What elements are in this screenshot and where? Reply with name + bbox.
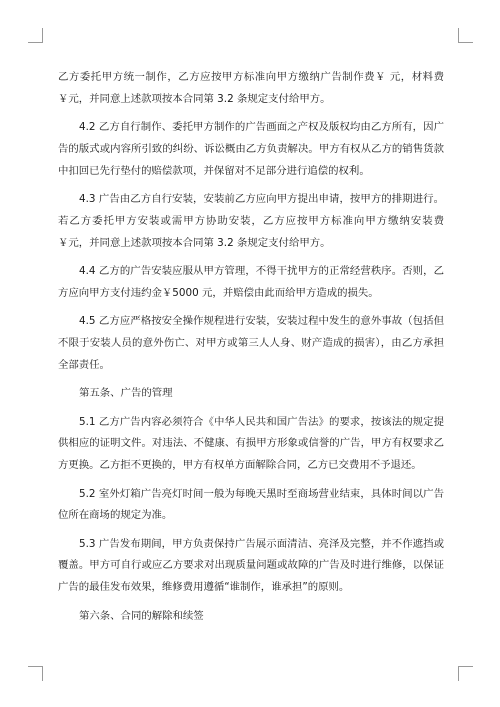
paragraph-5-3: 5.3 广告发布期间，甲方负责保持广告展示面清洁、亮泽及完整，并不作遮挡或覆盖。甲方可自行或应乙方要求对出现质量问题或故障的广告及时进行维修，以保证广告的最佳发布效果，维修费用遵循“谁制作，谁承担”的原则。 <box>58 537 444 594</box>
paragraph-5-1: 5.1 乙方广告内容必须符合《中华人民共和国广告法》的要求，按该法的规定提供相应的证明文件。对违法、不健康、有损甲方形象或信誉的广告，甲方有权要求乙方更换。乙方拒不更换的，甲方有权单方面解除合同，乙方已交费用不予退还。 <box>58 415 444 472</box>
crop-mark-top-left <box>28 28 43 43</box>
paragraph-5-2: 5.2 室外灯箱广告亮灯时间一般为每晚天黑时至商场营业结束，具体时间以广告位所在商场的规定为准。 <box>58 487 444 522</box>
crop-mark-top-right <box>458 28 473 43</box>
crop-mark-bottom-left <box>28 666 43 681</box>
paragraph-1: 乙方委托甲方统一制作，乙方应按甲方标准向甲方缴纳广告制作费￥ 元，材料费￥元，并同意上述款项按本合同第 3.2 条规定支付给甲方。 <box>58 71 444 105</box>
document-body <box>58 67 444 634</box>
section-heading-5: 第五条、广告的管理 <box>79 387 173 400</box>
paragraph-4-4: 4.4 乙方的广告安装应服从甲方管理，不得干扰甲方的正常经营秩序。否则，乙方应向甲方支付违约金￥5000 元，并赔偿由此而给甲方造成的损失。 <box>58 265 444 299</box>
paragraph-4-3: 4.3 广告由乙方自行安装，安装前乙方应向甲方提出申请，按甲方的排期进行。若乙方委托甲方安装或需甲方协助安装，乙方应按甲方标准向甲方缴纳安装费 ￥元，并同意上述款项按本合同第 3.2 条规定支付给甲方。 <box>58 193 444 249</box>
section-heading-6: 第六条、合同的解除和续签 <box>79 609 204 622</box>
paragraph-4-5: 4.5 乙方应严格按安全操作规程进行安装，安装过程中发生的意外事故（包括但不限于安装人员的意外伤亡、对甲方或第三人人身、财产造成的损害），由乙方承担全部责任。 <box>58 315 444 371</box>
paragraph-4-2: 4.2 乙方自行制作、委托甲方制作的广告画面之产权及版权均由乙方所有，因广告的版式或内容所引致的纠纷、诉讼概由乙方负责解决。甲方有权从乙方的销售货款中扣回已先行垫付的赔偿款项，并保留对不足部分进行追偿的权利。 <box>58 121 444 177</box>
crop-mark-bottom-right <box>458 666 473 681</box>
